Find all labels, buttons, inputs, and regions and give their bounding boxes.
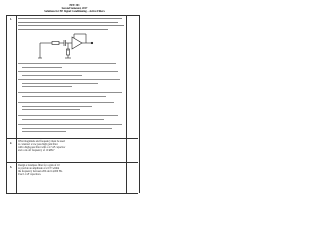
row-divider [6,193,138,194]
semester: Second Semester, 2017 [61,7,88,11]
document-page [0,0,149,198]
question-3-text: Design a bandpass filter for a gain of 10 to provide an amplitude of 2.0 V within the frequency between 200 and 14,000 Hz. Use 0.1 uF capacitors. [18,164,63,176]
question-2-text: What magnitude and frequency must be used to construct a low pass high gain filter with a high-pass filter with a 4.7 uF capacitor and a cut-off frequency of 10 kHz? [18,140,66,152]
row-divider [6,162,138,163]
document-title: Solutions for EE Signal Conditioning – Active Filters [44,10,105,14]
document-header [0,4,149,14]
question-number: 3. [9,165,13,169]
course-code: EEE 301 [69,4,80,7]
question-number: 1. [9,17,13,21]
question-number: 2. [9,141,13,145]
row-divider [6,138,138,139]
marks-column [126,15,140,193]
circuit-diagram [38,33,94,59]
